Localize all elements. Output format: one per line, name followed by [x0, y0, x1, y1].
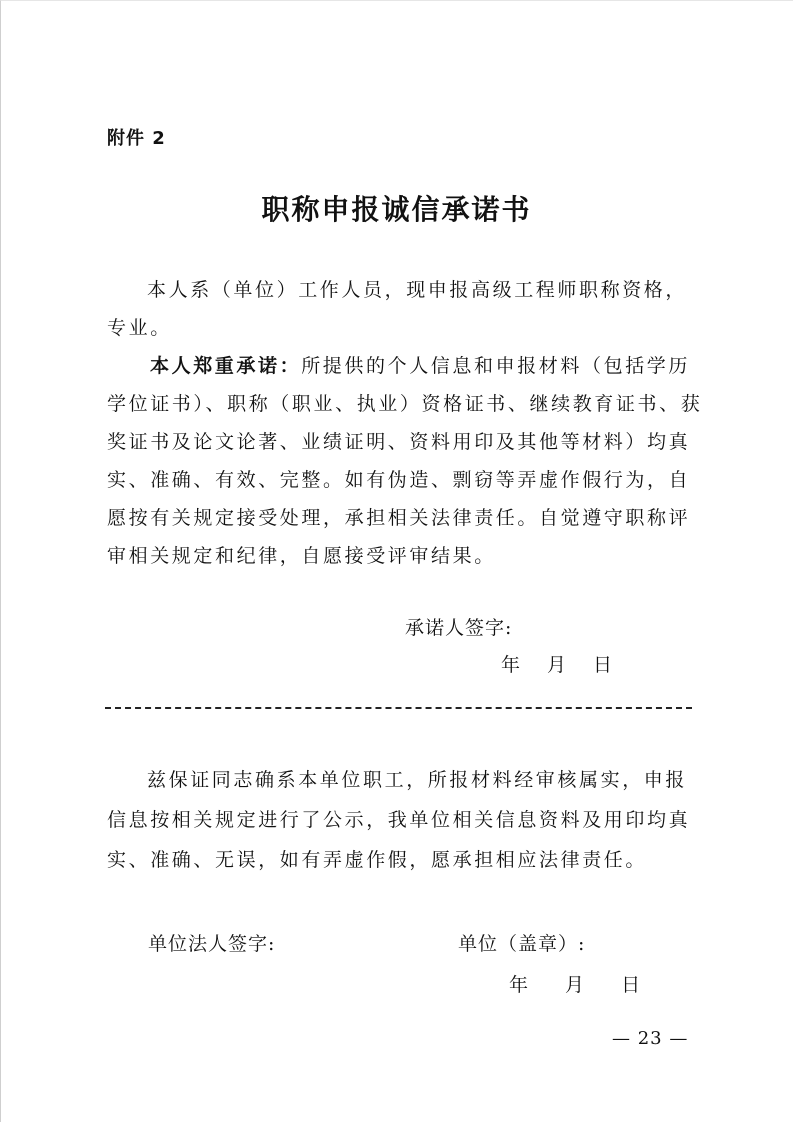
page-number: — 23 —: [612, 1028, 689, 1049]
pledge-line-5: 奖证书及论文论著、业绩证明、资料用印及其他等材料）均真: [107, 431, 691, 453]
unit-line-1: 兹保证同志确系本单位职工，所报材料经审核属实，申报: [147, 769, 688, 791]
unit-seal-label: 单位（盖章）:: [458, 933, 586, 955]
pledge-line-7: 愿按有关规定接受处理，承担相关法律责任。自觉遵守职称评: [107, 507, 691, 529]
pledge-lead-bold: 本人郑重承诺：: [150, 355, 302, 377]
pledger-signature-label: 承诺人签字:: [405, 617, 513, 639]
pledge-line-3: [150, 351, 690, 378]
pledge-line-8: 审相关规定和纪律，自愿接受评审结果。: [107, 545, 496, 567]
unit-line-3: 实、准确、无误，如有弄虚作假，愿承担相应法律责任。: [107, 849, 648, 871]
pledge-line-3-rest: 所提供的个人信息和申报材料（包括学历: [301, 355, 691, 377]
pledge-date-label: 年 月 日: [501, 654, 617, 676]
unit-line-2: 信息按相关规定进行了公示，我单位相关信息资料及用印均真: [107, 809, 691, 831]
section-divider: [105, 707, 692, 709]
pledge-line-4: 学位证书）、职称（职业、执业）资格证书、继续教育证书、获: [107, 393, 703, 415]
unit-date-label: 年 月 日: [509, 974, 645, 996]
pledge-line-6: 实、准确、有效、完整。如有伪造、剽窃等弄虚作假行为，自: [107, 469, 691, 491]
document-title: 职称申报诚信承诺书: [261, 193, 532, 226]
legal-rep-signature-label: 单位法人签字:: [148, 933, 276, 955]
pledge-line-1: 本人系（单位）工作人员，现申报高级工程师职称资格，: [147, 279, 688, 301]
attachment-label: 附件 2: [107, 128, 166, 149]
pledge-line-2: 专业。: [107, 317, 172, 339]
